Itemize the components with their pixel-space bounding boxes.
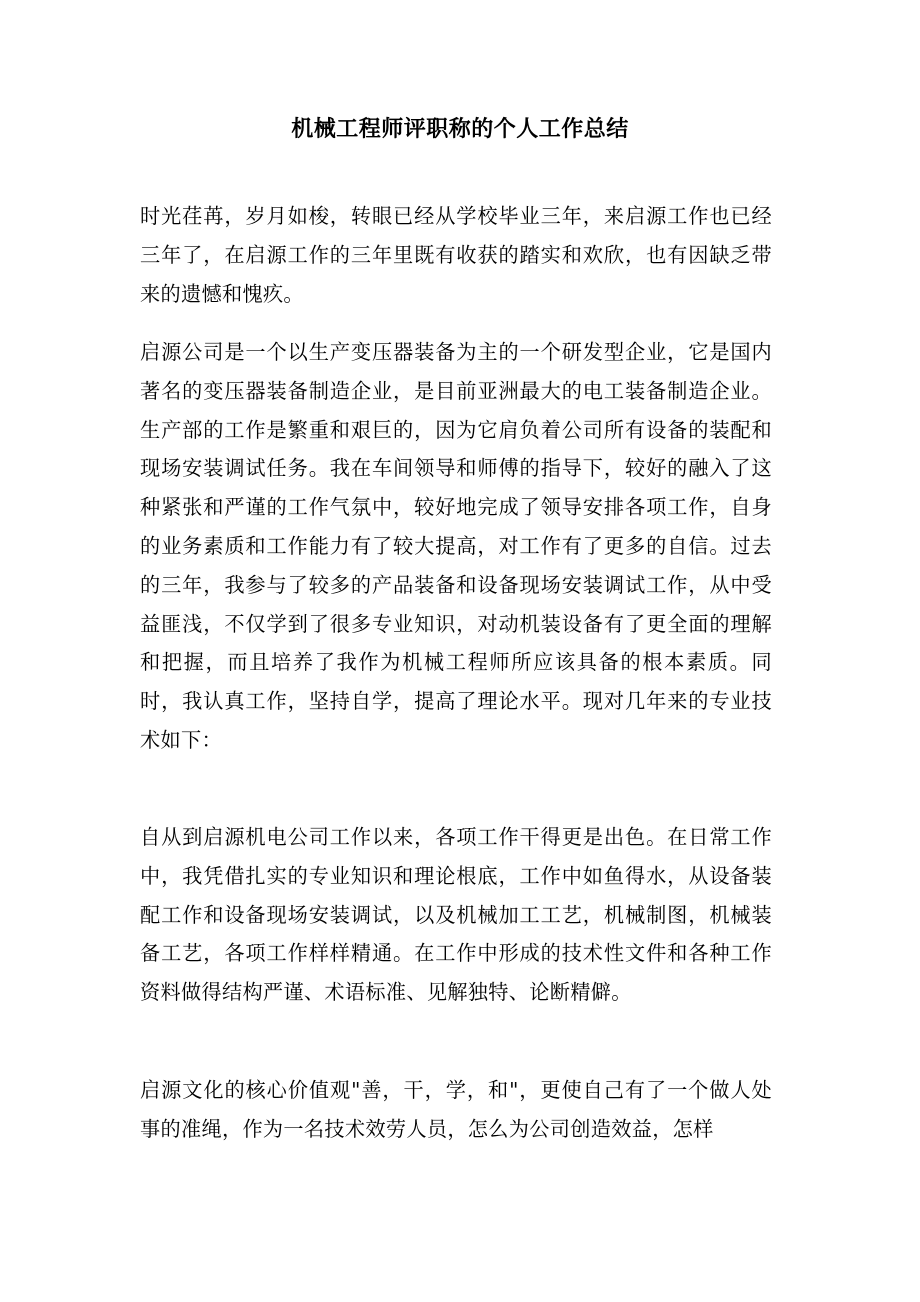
document-title: 机械工程师评职称的个人工作总结: [291, 116, 629, 142]
paragraph-1: 时光荏苒，岁月如梭，转眼已经从学校毕业三年，来启源工作也已经三年了，在启源工作的三年里既有收获的踏实和欢欣，也有因缺乏带来的遗憾和愧疚。: [140, 204, 772, 306]
paragraph-4: 启源文化的核心价值观"善，干，学，和"，更使自己有了一个做人处事的准绳，作为一名技术效劳人员，怎么为公司创造效益，怎样: [140, 1078, 772, 1141]
paragraph-2: 启源公司是一个以生产变压器装备为主的一个研发型企业，它是国内著名的变压器装备制造企业，是目前亚洲最大的电工装备制造企业。生产部的工作是繁重和艰巨的，因为它肩负着公司所有设备的装配和现场安装调试任务。我在车间领导和师傅的指导下，较好的融入了这种紧张和严谨的工作气氛中，较好地完成了领导安排各项工作，自身的业务素质和工作能力有了较大提高，对工作有了更多的自信。过去的三年，我参与了较多的产品装备和设备现场安装调试工作，从中受益匪浅，不仅学到了很多专业知识，对动机装设备有了更全面的理解和把握，而且培养了我作为机械工程师所应该具备的根本素质。同时，我认真工作，坚持自学，提高了理论水平。现对几年来的专业技术如下：: [140, 340, 772, 752]
paragraph-3: 自从到启源机电公司工作以来，各项工作干得更是出色。在日常工作中，我凭借扎实的专业知识和理论根底，工作中如鱼得水，从设备装配工作和设备现场安装调试，以及机械加工工艺，机械制图，机械装备工艺，各项工作样样精通。在工作中形成的技术性文件和各种工作资料做得结构严谨、术语标准、见解独特、论断精僻。: [140, 825, 772, 1005]
